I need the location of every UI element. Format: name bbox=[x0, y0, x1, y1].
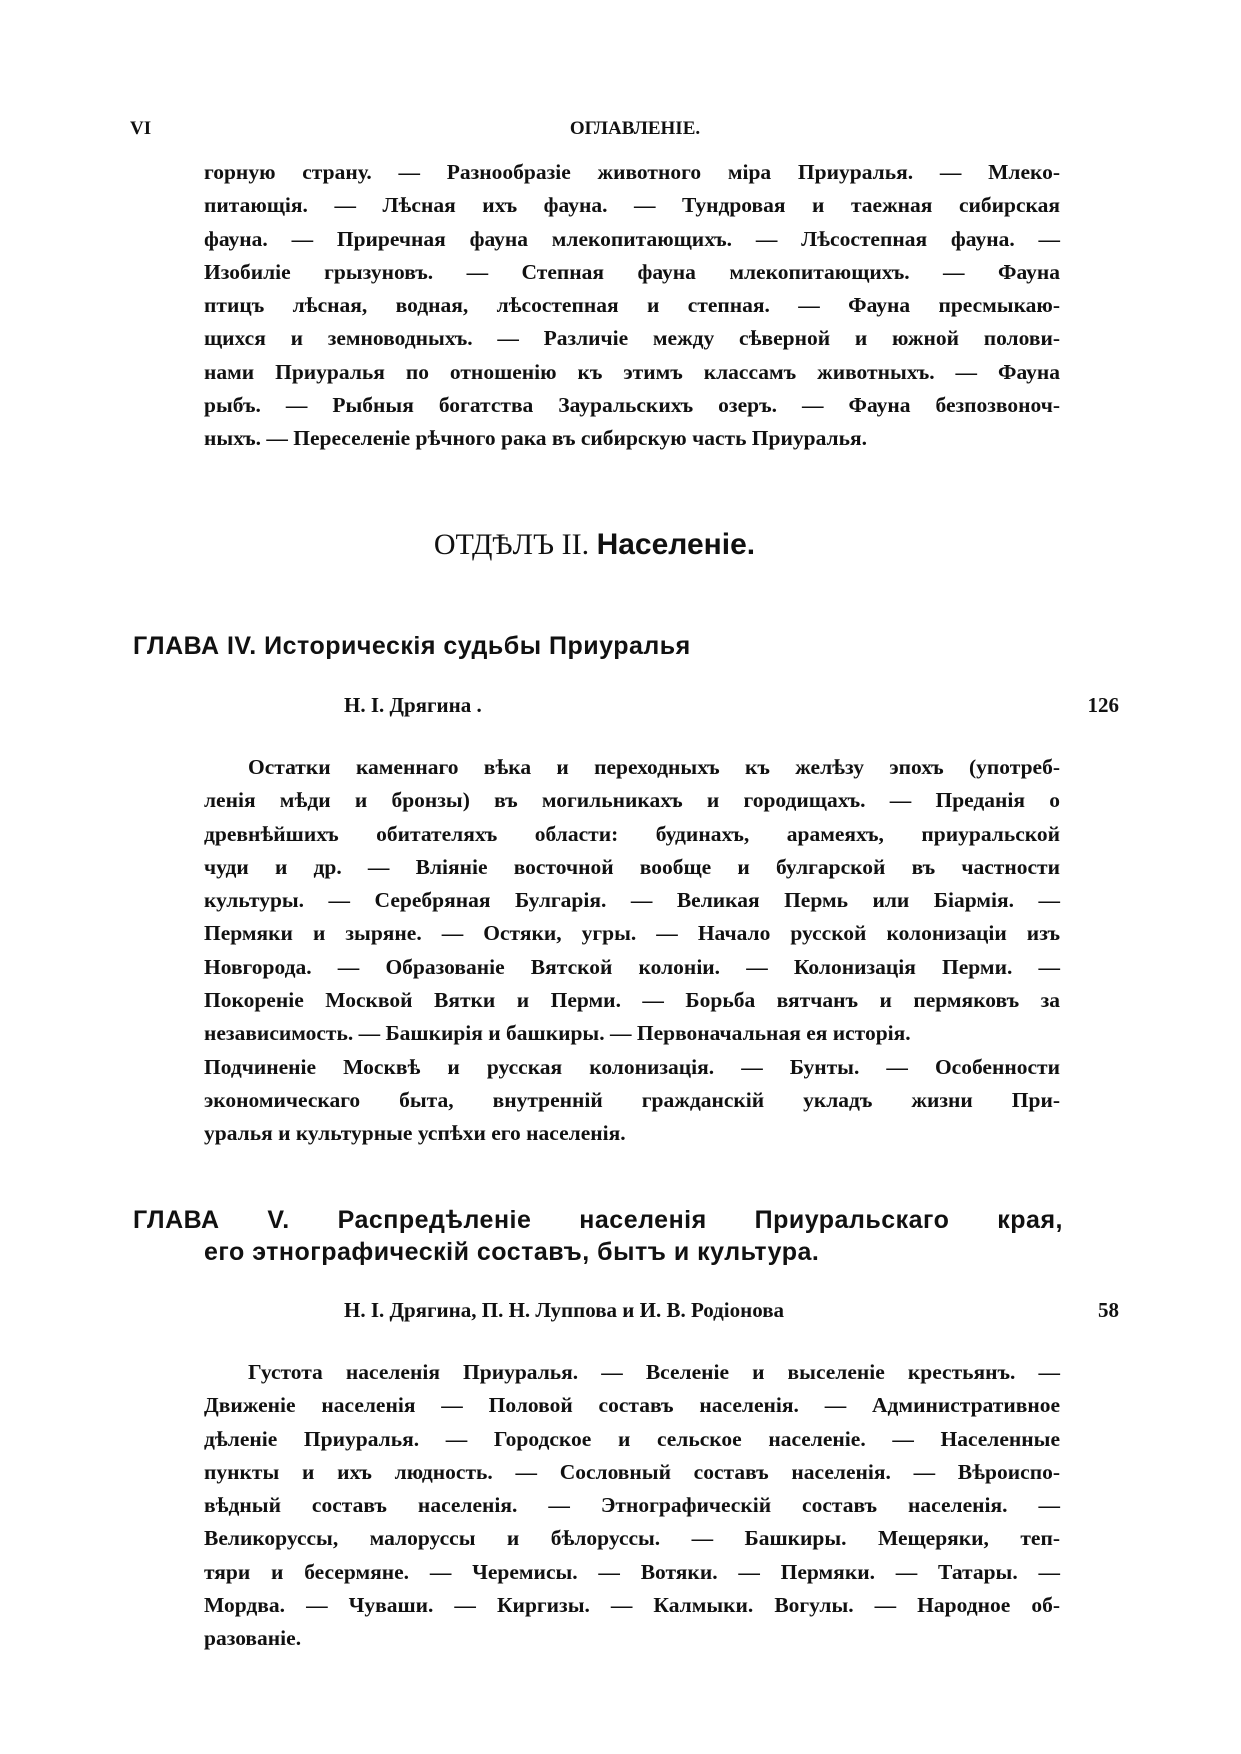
text-line: ныхъ. — Переселеніе рѣчного рака въ сибирскую часть Приуралья. bbox=[204, 426, 867, 451]
text-line: независимость. — Башкирія и башкиры. — Первоначальная ея исторія. bbox=[204, 1021, 911, 1046]
section-title: Населеніе. bbox=[596, 528, 756, 561]
text-line: Остатки каменнаго вѣка и переходныхъ къ желѣзу эпохъ (употреб- bbox=[248, 755, 1060, 779]
chapter-4-page: 126 bbox=[1087, 693, 1119, 717]
chapter-4-summary bbox=[204, 751, 1060, 1151]
chapter-5-page: 58 bbox=[1098, 1298, 1119, 1322]
text-line: Подчиненіе Москвѣ и русская колонизація. — Бунты. — Особенности bbox=[204, 1054, 1060, 1079]
text-line: тяри и бесермяне. — Черемисы. — Вотяки. — Пермяки. — Татары. — bbox=[204, 1559, 1060, 1584]
text-line: Новгорода. — Образованіе Вятской колоніи. — Колонизація Перми. — bbox=[204, 954, 1060, 979]
text-line: Покореніе Москвой Вятки и Перми. — Борьба вятчанъ и пермяковъ за bbox=[204, 988, 1060, 1013]
text-line: экономическаго быта, внутренній гражданскій укладъ жизни При- bbox=[204, 1087, 1060, 1112]
text-line: горную страну. — Разнообразіе животного міра Приуралья. — Млеко- bbox=[204, 160, 1060, 184]
text-line: чуди и др. — Вліяніе восточной вообще и булгарской въ частности bbox=[204, 854, 1060, 879]
text-line: Великоруссы, малоруссы и бѣлоруссы. — Башкиры. Мещеряки, теп- bbox=[204, 1526, 1060, 1551]
chapter-5-title-line-2: его этнографическій составъ, бытъ и культура. bbox=[204, 1238, 820, 1266]
paragraph-fauna bbox=[204, 156, 1060, 456]
text-line: Изобиліе грызуновъ. — Степная фауна млекопитающихъ. — Фауна bbox=[204, 259, 1060, 284]
text-line: древнѣйшихъ обитателяхъ области: будинахъ, арамеяхъ, приуральской bbox=[204, 821, 1060, 846]
text-line: щихся и земноводныхъ. — Различіе между сѣверной и южной полови- bbox=[204, 326, 1060, 351]
chapter-4-author: Н. I. Дрягина . bbox=[344, 693, 482, 717]
chapter-5-authors: Н. I. Дрягина, П. Н. Луппова и И. В. Родіонова bbox=[344, 1298, 785, 1322]
text-line: Пермяки и зыряне. — Остяки, угры. — Начало русской колонизаціи изъ bbox=[204, 921, 1060, 946]
text-line: питающія. — Лѣсная ихъ фауна. — Тундровая и таежная сибирская bbox=[204, 193, 1060, 218]
chapter-4-title: ГЛАВА IV. Историческія судьбы Приуралья bbox=[133, 632, 691, 660]
text-line: фауна. — Приречная фауна млекопитающихъ. — Лѣсостепная фауна. — bbox=[204, 226, 1060, 251]
text-line: дѣленіе Приуралья. — Городское и сельское населеніе. — Населенные bbox=[204, 1426, 1060, 1451]
section-prefix: ОТДѢЛЪ II. bbox=[433, 528, 590, 561]
text-line: культуры. — Серебряная Булгарія. — Великая Пермь или Біармія. — bbox=[204, 888, 1060, 913]
section-heading bbox=[0, 528, 1189, 562]
text-line: Движеніе населенія — Половой составъ населенія. — Административное bbox=[204, 1393, 1060, 1418]
text-line: птицъ лѣсная, водная, лѣсостепная и степная. — Фауна пресмыкаю- bbox=[204, 293, 1060, 318]
chapter-5-title-line-1: ГЛАВА V. Распредѣленіе населенія Приуральскаго края, bbox=[133, 1206, 1063, 1234]
text-line: пункты и ихъ людность. — Сословный составъ населенія. — Вѣроиспо- bbox=[204, 1459, 1060, 1484]
text-line: рыбъ. — Рыбныя богатства Зауральскихъ озеръ. — Фауна безпозвоноч- bbox=[204, 393, 1060, 418]
text-line: Густота населенія Приуралья. — Вселеніе и выселеніе крестьянъ. — bbox=[248, 1360, 1060, 1384]
running-title: ОГЛАВЛЕНІЕ. bbox=[569, 118, 701, 139]
page-number-roman: VI bbox=[130, 118, 152, 139]
text-line: ленія мѣди и бронзы) въ могильникахъ и городищахъ. — Преданія о bbox=[204, 788, 1060, 813]
text-line: Мордва. — Чуваши. — Киргизы. — Калмыки. Вогулы. — Народное об- bbox=[204, 1593, 1060, 1618]
text-line: разованіе. bbox=[204, 1626, 302, 1651]
text-line: нами Приуралья по отношенію къ этимъ классамъ животныхъ. — Фауна bbox=[204, 359, 1060, 384]
text-line: вѣдный составъ населенія. — Этнографическій составъ населенія. — bbox=[204, 1493, 1060, 1518]
chapter-5-summary bbox=[204, 1356, 1060, 1656]
text-line: уралья и культурные успѣхи его населенія. bbox=[204, 1121, 626, 1146]
